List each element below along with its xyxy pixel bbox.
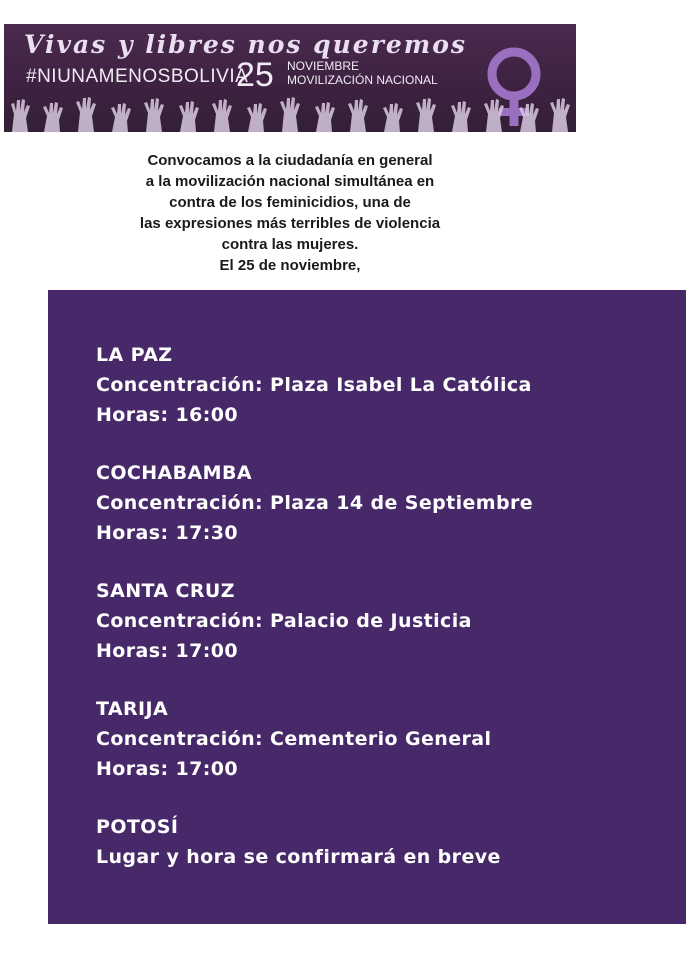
city-tarija <box>96 694 491 784</box>
city-name: POTOSÍ <box>96 816 179 838</box>
intro-text <box>80 150 500 276</box>
city-time: Horas: 17:00 <box>96 640 238 662</box>
locations-panel <box>48 290 686 924</box>
city-name: LA PAZ <box>96 344 173 366</box>
city-time: Horas: 17:30 <box>96 522 238 544</box>
city-note: Lugar y hora se confirmará en breve <box>96 846 501 868</box>
banner-date-day: 25 <box>236 56 274 94</box>
banner-hashtag: #NIUNAMENOSBOLIVIA <box>26 66 249 87</box>
raised-hands-icon <box>4 92 576 132</box>
header-banner <box>4 24 576 132</box>
city-venue: Concentración: Plaza 14 de Septiembre <box>96 492 534 514</box>
city-name: COCHABAMBA <box>96 462 252 484</box>
banner-event-label: MOVILIZACIÓN NACIONAL <box>287 73 438 87</box>
city-potosi <box>96 812 501 872</box>
intro-line: contra de los feminicidios, una de <box>169 194 411 211</box>
intro-line: contra las mujeres. <box>221 236 359 253</box>
city-cochabamba <box>96 458 533 548</box>
city-santa-cruz <box>96 576 472 666</box>
banner-slogan: Vivas y libres nos queremos <box>24 30 467 59</box>
city-la-paz <box>96 340 532 430</box>
intro-line: Convocamos a la ciudadanía en general <box>147 152 433 169</box>
banner-date-month: NOVIEMBRE <box>287 59 360 73</box>
city-venue: Concentración: Palacio de Justicia <box>96 610 472 632</box>
intro-line: a la movilización nacional simultánea en <box>145 173 435 190</box>
city-name: SANTA CRUZ <box>96 580 235 602</box>
city-time: Horas: 17:00 <box>96 758 238 780</box>
city-name: TARIJA <box>96 698 169 720</box>
intro-line: las expresiones más terribles de violencia <box>139 215 441 232</box>
city-time: Horas: 16:00 <box>96 404 238 426</box>
intro-line: El 25 de noviembre, <box>219 257 361 274</box>
city-venue: Concentración: Plaza Isabel La Católica <box>96 374 532 396</box>
city-venue: Concentración: Cementerio General <box>96 728 492 750</box>
